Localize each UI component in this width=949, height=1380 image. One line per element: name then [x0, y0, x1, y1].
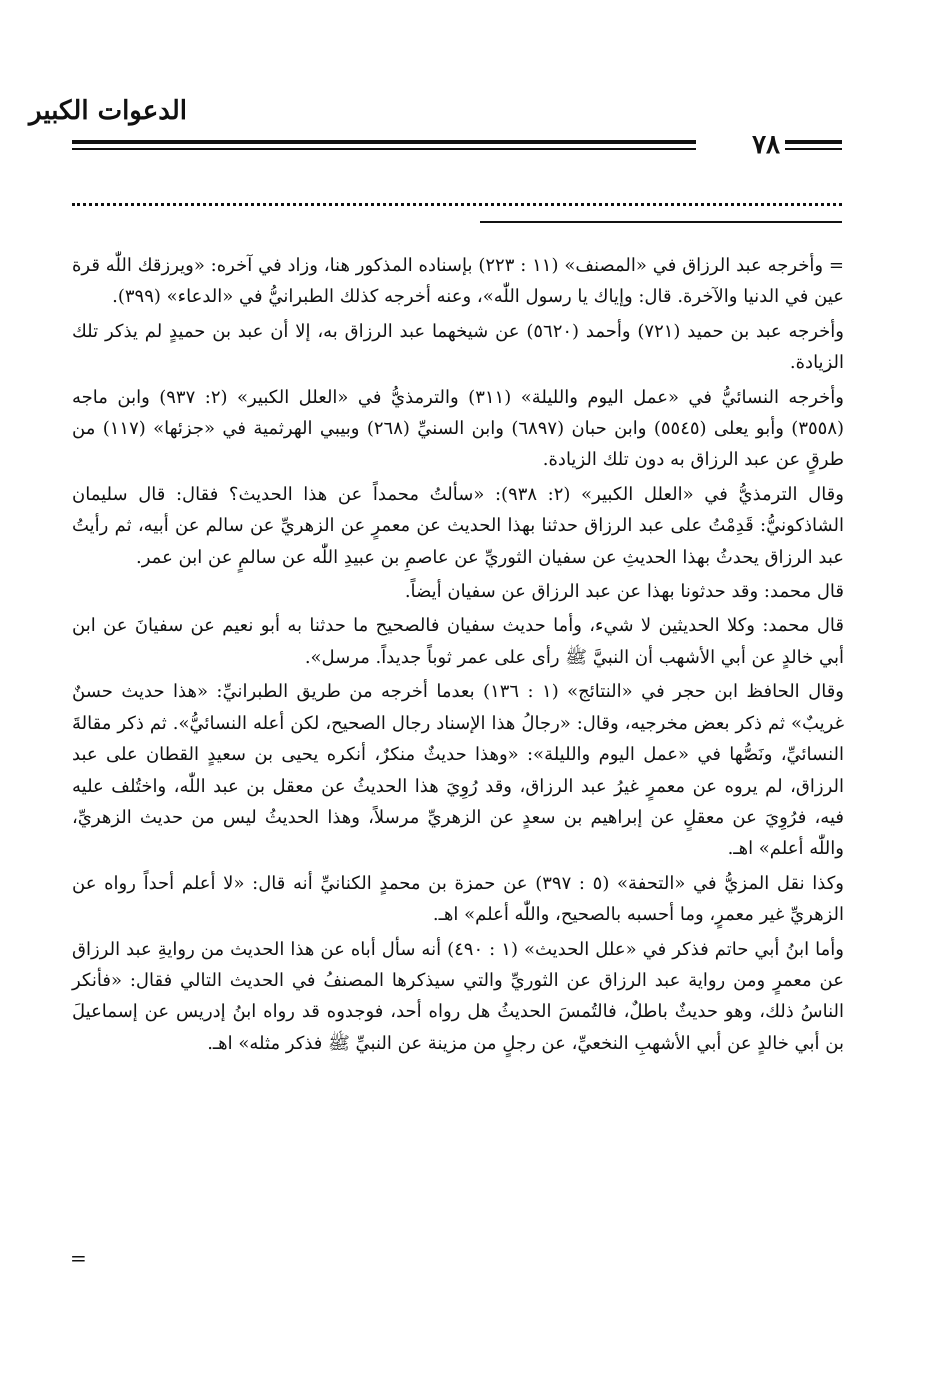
footnote-paragraph: = وأخرجه عبد الرزاق في «المصنف» (١١ : ٢٢٣) بإسناده المذكور هنا، وزاد في آخره: «ويرزقك اللّٰه قرة عين في الدنيا والآخرة. قال: وإياك يا رسول اللّٰه»، وعنه أخرجه كذلك الطبرانيُّ في «الدعاء» (٣٩٩). — [72, 255, 845, 308]
page-number-rule-top — [785, 140, 842, 144]
book-title: الدعوات الكبير — [29, 96, 188, 126]
footnote-paragraph: وقال الترمذيُّ في «العلل الكبير» (٢: ٩٣٨): «سألتُ محمداً عن هذا الحديث؟ فقال: قال سليمان الشاذكونيُّ: قَدِمْتُ على عبد الرزاق حدثنا بهذا الحديث عن معمرٍ عن الزهريِّ عن سالم عن أبيه، ثم رأيتُ عبد الرزاق يحدثُ بهذا الحديثِ عن سفيان الثوريِّ عن عاصمِ بن عبيدِ اللّٰه عن سالمٍ عن ابن عمر. — [72, 483, 844, 568]
footnote-paragraph: وكذا نقل المزيُّ في «التحفة» (٥ : ٣٩٧) عن حمزة بن محمدٍ الكنانيِّ أنه قال: «لا أعلم أحداً رواه عن الزهريِّ غير معمرٍ، وما أحسبه بالصحيح، واللّٰه أعلم» اهـ. — [72, 872, 844, 926]
footnote-separator — [480, 221, 842, 223]
footnote-paragraph: وقال الحافظ ابن حجر في «النتائج» (١ : ١٣٦) بعدما أخرجه من طريق الطبرانيِّ: «هذا حديث حسنٌ غريبٌ» ثم ذكر بعض مخرجيه، وقال: «رجالُ هذا الإسناد رجال الصحيح، لكن أعله النسائيُّ». ثم ذكر مقالةَ النسائيِّ، ونَصُّها في «عمل اليوم والليلة»: «وهذا حديثٌ منكرٌ، أنكره يحيى بن سعيدٍ القطان على عبد الرزاق، لم يروه عن معمرٍ غيرُ عبد الرزاق، وقد رُوِيَ هذا الحديثُ عن معقل بن عبد اللّٰه، واختُلف عليه فيه، فرُوِيَ عن معقلٍ عن إبراهيم بن سعدٍ عن الزهريِّ مرسلاً، وهذا الحديثُ ليس من حديث الزهريِّ، واللّٰه أعلم» اهـ. — [72, 681, 844, 860]
footnote-paragraph: وأخرجه عبد بن حميد (٧٢١) وأحمد (٥٦٢٠) عن شيخهما عبد الرزاق به، إلا أن عبد بن حميدٍ لم يذكر تلك الزيادة. — [72, 320, 844, 374]
footnote-text — [72, 250, 844, 1062]
footnote-paragraph: قال محمد: وقد حدثونا بهذا عن عبد الرزاق عن سفيان أيضاً. — [404, 581, 844, 603]
footnote-paragraph: وأما ابنُ أبي حاتم فذكر في «علل الحديث» (١ : ٤٩٠) أنه سأل أباه عن هذا الحديث من روايةِ عبد الرزاق عن معمرٍ ومن رواية عبد الرزاق عن الثوريِّ والتي سيذكرها المصنفُ في الحديث التالي فقال: «فأنكر الناسُ ذلك، وهو حديثٌ باطلٌ، فالتُمسَ الحديثُ هل رواه أحد، فوجدوه قد رواه ابنُ إدريس عن إسماعيلَ بن أبي خالدٍ عن أبي الأشهبِ النخعيِّ، عن رجلٍ من مزينة عن النبيِّ ﷺ فذكر مثله» اهـ. — [72, 938, 844, 1054]
page-number-rule-bottom — [785, 148, 842, 150]
header-rule-thin — [72, 148, 696, 150]
header-rule-thick — [72, 140, 696, 144]
footnote-paragraph: وأخرجه النسائيُّ في «عمل اليوم والليلة» (٣١١) والترمذيُّ في «العلل الكبير» (٢: ٩٣٧) وابن ماجه (٣٥٥٨) وأبو يعلى (٥٥٤٥) وابن حبان (٦٨٩٧) وابن السنيِّ (٢٦٨) وبيبي الهرثمية في «جزئها» (١١٧) من طرقٍ عن عبد الرزاق به دون تلك الزيادة. — [72, 386, 845, 471]
footnote-paragraph: قال محمد: وكلا الحديثين لا شيء، وأما حديث سفيان فالصحيح ما حدثنا به أبو نعيم عن سفيانَ عن ابن أبي خالدٍ عن أبي الأشهب أن النبيَّ ﷺ رأى على عمر ثوباً جديداً. مرسل». — [72, 615, 844, 668]
continuation-mark: = — [70, 1246, 87, 1270]
dotted-separator — [72, 203, 842, 206]
page-number: ٧٨ — [752, 130, 780, 160]
